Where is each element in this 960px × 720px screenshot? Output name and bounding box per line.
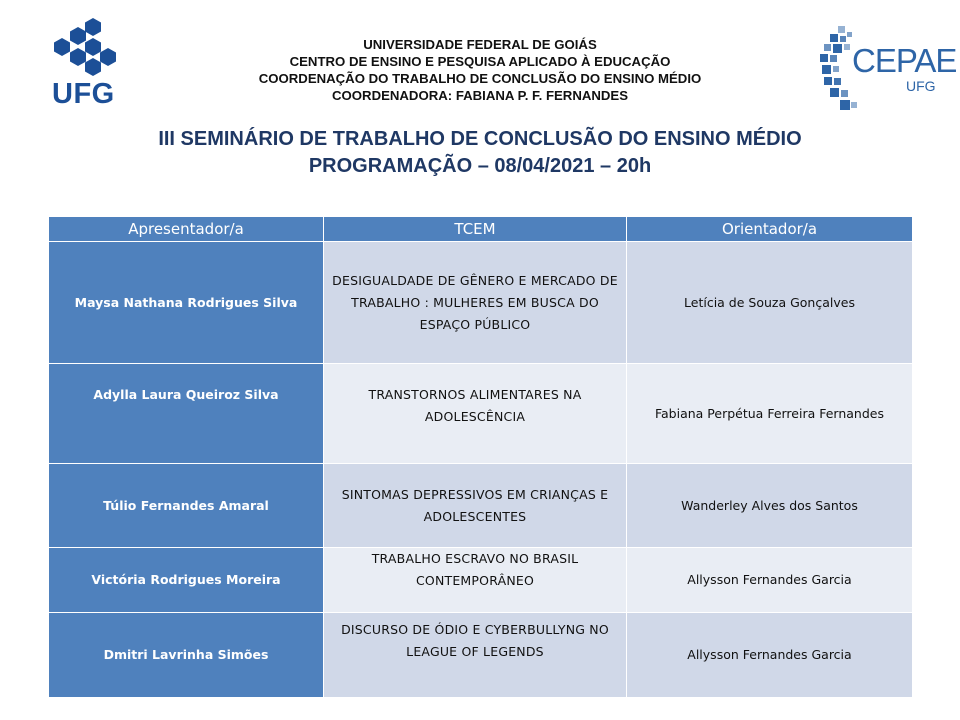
- table-row: [49, 613, 913, 698]
- advisor-cell: Allysson Fernandes Garcia: [627, 613, 913, 698]
- presenter-cell: Victória Rodrigues Moreira: [49, 548, 324, 613]
- table-header-row: [49, 217, 913, 242]
- header-coordination: COORDENAÇÃO DO TRABALHO DE CONCLUSÃO DO ENSINO MÉDIO: [258, 71, 702, 86]
- column-header-presenter: Apresentador/a: [49, 217, 324, 242]
- seminar-title: III SEMINÁRIO DE TRABALHO DE CONCLUSÃO DO ENSINO MÉDIO: [158, 128, 802, 150]
- advisor-cell: Wanderley Alves dos Santos: [627, 464, 913, 548]
- page-title: [40, 126, 920, 180]
- presenter-cell: Maysa Nathana Rodrigues Silva: [49, 242, 324, 364]
- ufg-logo: [48, 16, 118, 110]
- cepae-logo: [818, 22, 957, 114]
- header-coordinator: COORDENADORA: FABIANA P. F. FERNANDES: [332, 88, 628, 103]
- advisor-cell: Allysson Fernandes Garcia: [627, 548, 913, 613]
- ufg-logo-text: UFG: [52, 78, 115, 110]
- table-row: [49, 548, 913, 613]
- header-university: UNIVERSIDADE FEDERAL DE GOIÁS: [363, 37, 597, 52]
- tcem-cell: TRANSTORNOS ALIMENTARES NA ADOLESCÊNCIA: [324, 364, 627, 464]
- advisor-cell: Fabiana Perpétua Ferreira Fernandes: [627, 364, 913, 464]
- tcem-cell: DESIGUALDADE DE GÊNERO E MERCADO DE TRABALHO : MULHERES EM BUSCA DO ESPAÇO PÚBLICO: [324, 242, 627, 364]
- presenter-cell: Dmitri Lavrinha Simões: [49, 613, 324, 698]
- cepae-logo-subtext: UFG: [906, 78, 936, 94]
- tcem-cell: SINTOMAS DEPRESSIVOS EM CRIANÇAS E ADOLESCENTES: [324, 464, 627, 548]
- column-header-advisor: Orientador/a: [627, 217, 913, 242]
- hexagon-cluster-icon: [48, 16, 118, 78]
- schedule-title: PROGRAMAÇÃO – 08/04/2021 – 20h: [308, 155, 652, 177]
- presenter-cell: Túlio Fernandes Amaral: [49, 464, 324, 548]
- advisor-cell: Letícia de Souza Gonçalves: [627, 242, 913, 364]
- header-center: CENTRO DE ENSINO E PESQUISA APLICADO À EDUCAÇÃO: [289, 54, 671, 69]
- table-row: [49, 464, 913, 548]
- program-table: [48, 216, 913, 698]
- tcem-cell: DISCURSO DE ÓDIO E CYBERBULLYNG NO LEAGUE OF LEGENDS: [324, 613, 627, 698]
- column-header-tcem: TCEM: [324, 217, 627, 242]
- table-row: [49, 364, 913, 464]
- table-row: [49, 242, 913, 364]
- cepae-logo-text: CEPAE: [852, 42, 957, 79]
- tcem-cell: TRABALHO ESCRAVO NO BRASIL CONTEMPORÂNEO: [324, 548, 627, 613]
- institution-header: [160, 36, 800, 104]
- presenter-cell: Adylla Laura Queiroz Silva: [49, 364, 324, 464]
